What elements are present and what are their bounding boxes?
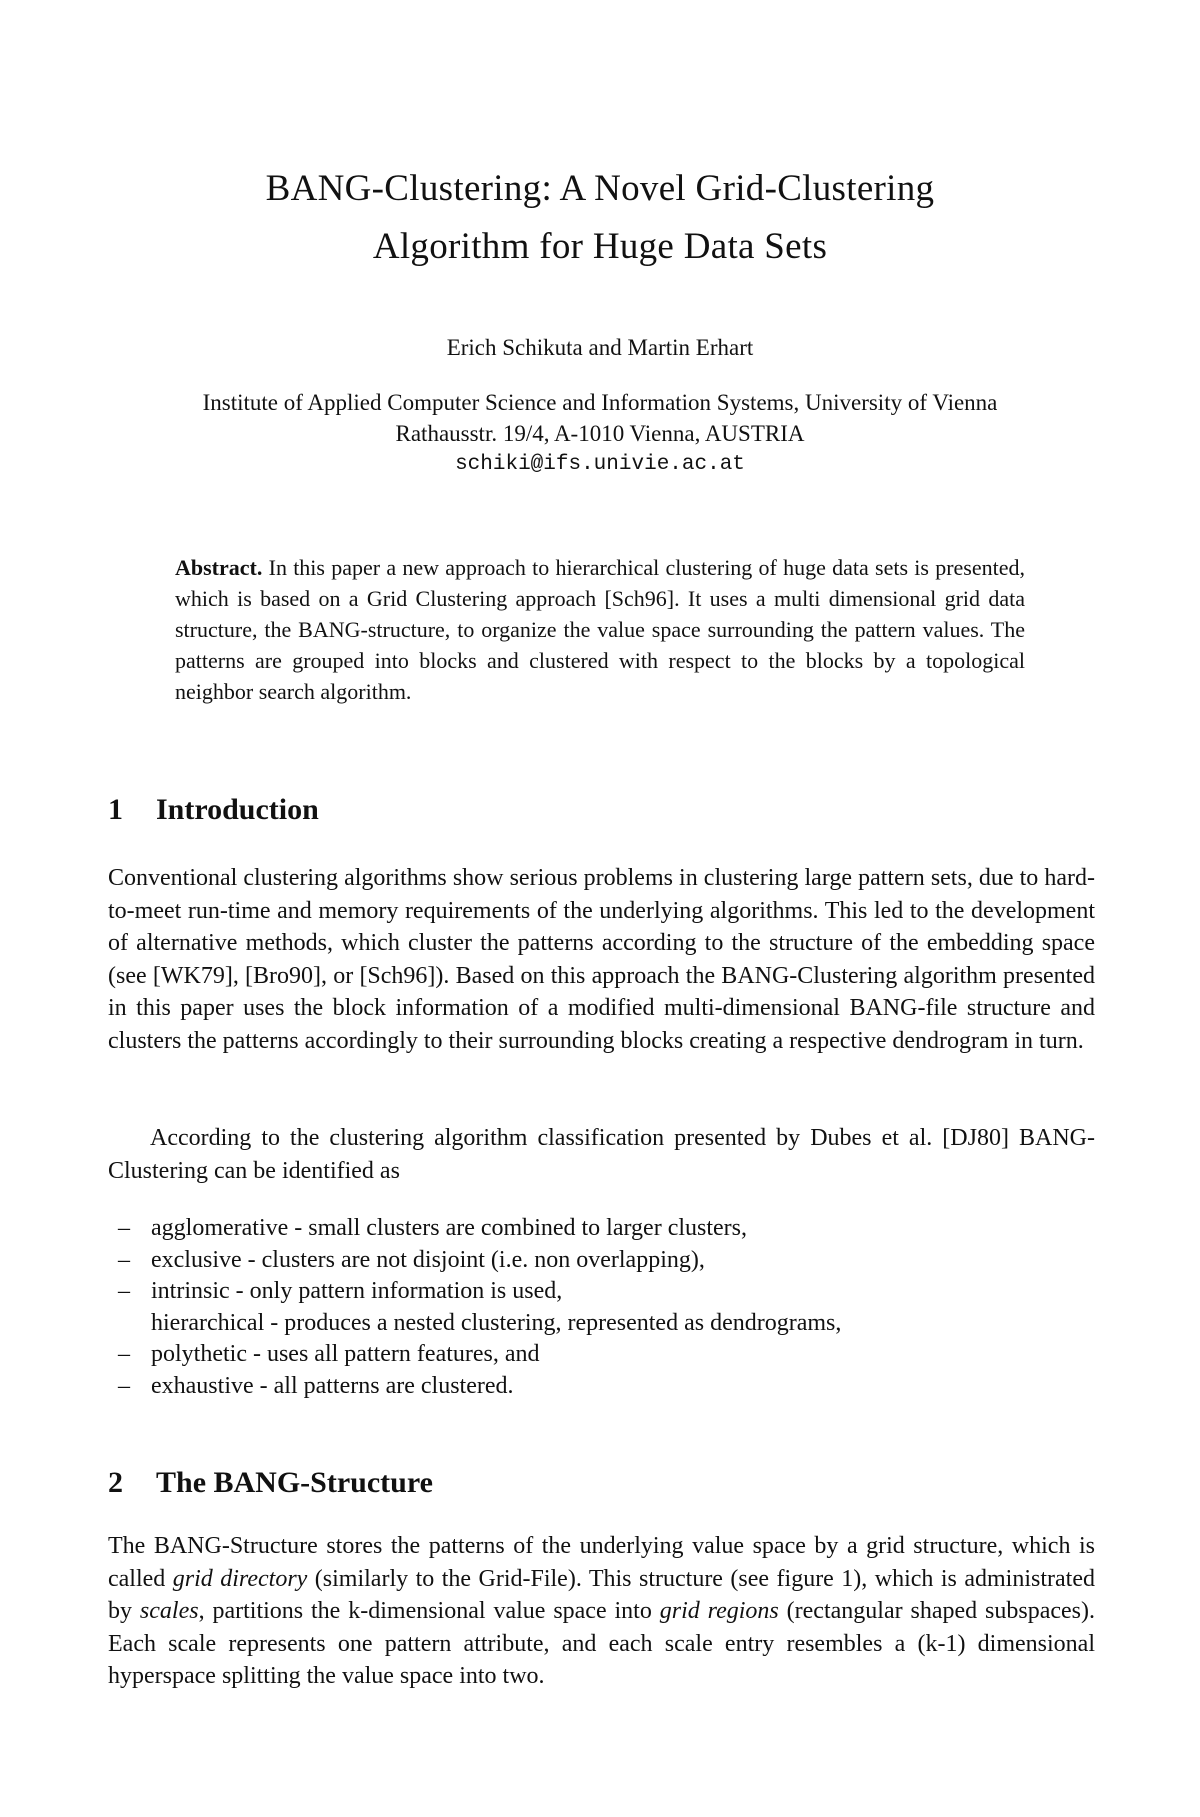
affiliation-institute: Institute of Applied Computer Science and Information Systems, University of Vienna: [202, 390, 998, 415]
list-item: [118, 1308, 1098, 1340]
text-run: , partitions the k-dimensional value space into: [198, 1598, 660, 1624]
title-line-1: BANG-Clustering: A Novel Grid-Clustering: [265, 168, 935, 209]
list-item: [118, 1276, 1098, 1308]
term-scales: scales: [139, 1598, 199, 1624]
intro-paragraph-1: Conventional clustering algorithms show serious problems in clustering large pattern sets, due to hard-to-meet run-time and memory requirements of the underlying algorithms. This led to the development of alternative methods, which cluster the patterns according to the structure of the embedding space (see [WK79], [Bro90], or [Sch96]). Based on this approach the BANG-Clustering algorithm presented in this paper uses the block information of a modified multi-dimensional BANG-file structure and clusters the patterns accordingly to their surrounding blocks creating a respective dendrogram in turn.: [108, 865, 1095, 1054]
section-title: The BANG-Structure: [156, 1466, 433, 1499]
term-grid-directory: grid directory: [172, 1565, 308, 1592]
abstract-label: Abstract.: [175, 555, 263, 580]
term-grid-regions: grid regions: [659, 1598, 779, 1624]
section-title: Introduction: [156, 793, 319, 826]
list-item: [118, 1371, 1098, 1403]
abstract-text: In this paper a new approach to hierarchical clustering of huge data sets is presented, which is based on a Grid Clustering approach [Sch96]. It uses a multi dimensional grid data structure, the BANG-structure, to organize the value space surrounding the pattern values. The patterns are grouped into blocks and clustered with respect to the blocks by a topological neighbor search algorithm.: [175, 555, 1025, 704]
text-run: The BANG-Structure stores the patterns of the underlying value space by a grid structure, which is called: [108, 1533, 1095, 1592]
text-run: (similarly to the Grid-File). This structure (see figure 1), which is administrated by: [108, 1565, 1095, 1624]
intro-paragraph-2: According to the clustering algorithm classification presented by Dubes et al. [DJ80] BANG-Clustering can be identified as: [108, 1125, 1095, 1184]
section-number: 1: [108, 793, 123, 826]
list-item: [118, 1245, 1098, 1277]
bang-structure-paragraph: [108, 1530, 1095, 1693]
affiliation: [90, 387, 1110, 480]
dash-bullet-icon: –: [118, 1341, 130, 1367]
list-item: [118, 1213, 1098, 1245]
dash-bullet-icon: –: [118, 1278, 130, 1304]
dash-bullet-icon: –: [118, 1215, 130, 1241]
list-item-text: intrinsic - only pattern information is used,: [151, 1278, 563, 1304]
author-email: schiki@ifs.univie.ac.at: [455, 453, 745, 476]
list-item-text: hierarchical - produces a nested clustering, represented as dendrograms,: [151, 1309, 842, 1336]
list-item-text: exhaustive - all patterns are clustered.: [151, 1372, 514, 1399]
abstract: [175, 552, 1025, 707]
list-item-text: polythetic - uses all pattern features, and: [151, 1341, 540, 1367]
section-heading-introduction: [108, 790, 319, 830]
affiliation-address: Rathausstr. 19/4, A-1010 Vienna, AUSTRIA: [395, 421, 805, 446]
section-heading-bang-structure: [108, 1463, 433, 1503]
dash-bullet-icon: –: [118, 1372, 130, 1399]
section-number: 2: [108, 1466, 123, 1499]
classification-list: [118, 1213, 1098, 1402]
list-item: [118, 1339, 1098, 1371]
text-run: (rectangular shaped subspaces). Each scale represents one pattern attribute, and each scale entry resembles a (k-1) dimensional hyperspace splitting the value space into two.: [108, 1598, 1095, 1689]
list-item-text: exclusive - clusters are not disjoint (i.e. non overlapping),: [151, 1246, 705, 1273]
dash-bullet-icon: –: [118, 1246, 130, 1273]
title-line-2: Algorithm for Huge Data Sets: [372, 226, 828, 267]
list-item-text: agglomerative - small clusters are combined to larger clusters,: [151, 1215, 748, 1241]
paper-title: [100, 160, 1100, 276]
authors: Erich Schikuta and Martin Erhart: [446, 335, 754, 360]
